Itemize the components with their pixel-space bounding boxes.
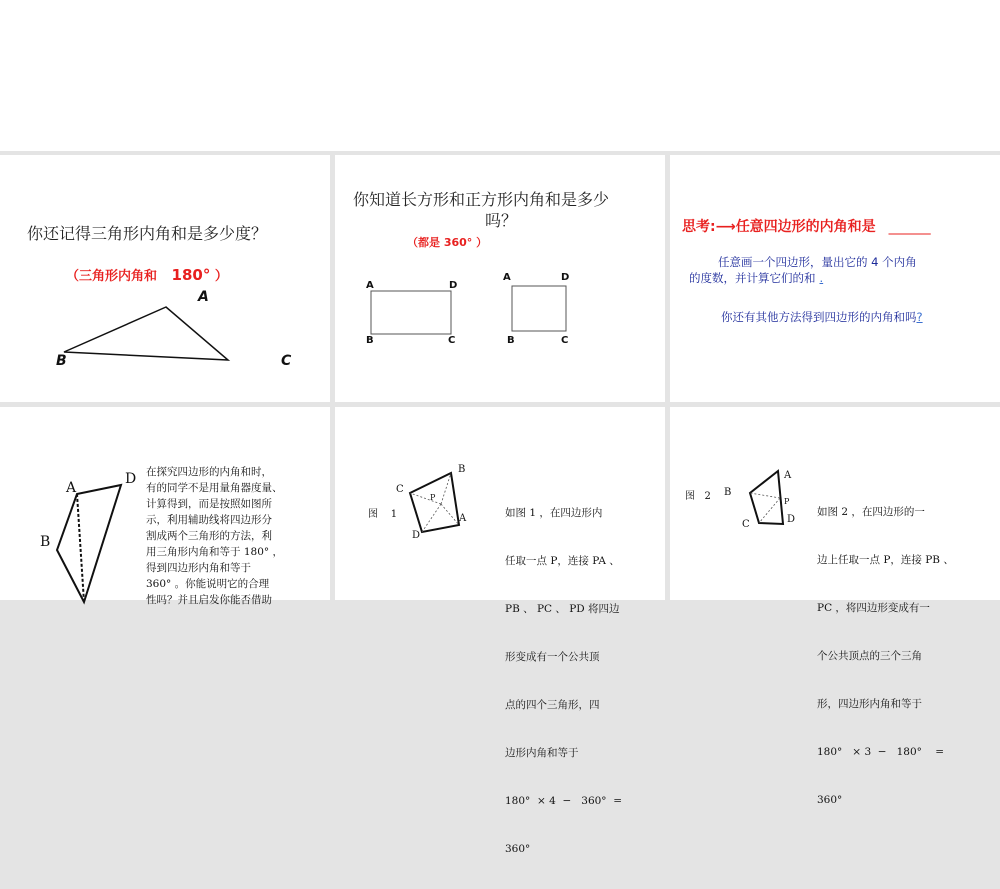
square-vertex-a: A xyxy=(503,272,511,283)
other-methods-end: ? xyxy=(916,310,923,324)
para-line: 360° 。你能说明它的合理 xyxy=(146,578,270,590)
triangle-vertex-a: A xyxy=(198,289,209,305)
quad-vertex-b: B xyxy=(40,534,51,550)
para-line: PC ，将四边形变成有一 xyxy=(817,602,930,614)
slide1-answer-prefix: （三角形内角和 xyxy=(66,269,158,284)
para-line: 个公共顶点的三个三角 xyxy=(817,650,922,662)
slide-thumbnail-5[interactable] xyxy=(335,407,665,855)
fig1-vertex-b: B xyxy=(458,464,466,475)
slide-thumbnail-1[interactable] xyxy=(0,155,330,402)
think-blank: ______ xyxy=(888,219,931,235)
think-label: 思考: xyxy=(682,219,716,235)
fig1-point-p: P xyxy=(430,493,436,502)
para-line: 180° × 4 − 360° = xyxy=(505,795,623,807)
slide3-task-line1: 任意画一个四边形，量出它的 4 个内角 xyxy=(718,255,917,269)
slide1-answer-suffix: ） xyxy=(214,269,228,284)
para-line: 如图 1 ，在四边形内 xyxy=(505,507,603,519)
quad-vertex-a: A xyxy=(66,480,77,496)
para-line: 360° xyxy=(817,794,843,806)
slide2-question-line1: 你知道长方形和正方形内角和是多少 xyxy=(353,190,610,209)
para-line: 割成两个三角形的方法，利 xyxy=(146,530,272,542)
task-line2-text: 的度数，并计算它们的和 xyxy=(689,271,816,285)
triangle-vertex-c: C xyxy=(281,353,292,369)
slide4-paragraph xyxy=(146,464,321,608)
square-vertex-d: D xyxy=(561,272,570,283)
fig1-vertex-a: A xyxy=(459,513,467,524)
fig2-vertex-b: B xyxy=(724,487,732,498)
slide-thumbnail-6[interactable] xyxy=(670,407,1000,806)
slide1-answer-value: 180° xyxy=(171,266,211,284)
para-line: 点的四个三角形，四 xyxy=(505,699,600,711)
para-line: 形，四边形内角和等于 xyxy=(817,698,922,710)
slide2-question-line2: 吗？ xyxy=(485,211,518,230)
para-line: 得到四边形内角和等于 xyxy=(146,562,251,574)
para-line: 计算得到，而是按照如图所 xyxy=(146,498,272,510)
para-line: 性吗？并且启发你能否借助 xyxy=(146,594,272,606)
para-line: 示，利用辅助线将四边形分 xyxy=(146,514,272,526)
rectangle-square-figure xyxy=(335,155,665,402)
rect-vertex-a: A xyxy=(366,280,374,291)
think-text: 任意四边形的内角和是 xyxy=(735,219,876,235)
slide-thumbnail-4[interactable] xyxy=(0,407,330,606)
para-line: 180° × 3 − 180° = xyxy=(817,746,945,758)
triangle-vertex-b: B xyxy=(56,353,67,369)
slide2-answer: （都是 360° ） xyxy=(407,236,488,249)
task-line2-end: . xyxy=(819,271,824,285)
slide3-other-methods xyxy=(721,309,923,325)
slide5-paragraph xyxy=(505,473,655,889)
other-methods-text: 你还有其他方法得到四边形的内角和吗 xyxy=(721,310,917,324)
para-line: 边上任取一点 P，连接 PB 、 xyxy=(817,554,954,566)
para-line: 360° xyxy=(505,843,531,855)
para-line: 在探究四边形的内角和时， xyxy=(146,466,272,478)
slide-thumbnail-2[interactable] xyxy=(335,155,665,402)
slide3-think-line xyxy=(682,216,931,236)
fig2-vertex-d: D xyxy=(787,514,796,525)
slide3-task-line2 xyxy=(689,270,823,286)
para-line: 形变成有一个公共顶 xyxy=(505,651,600,663)
slide-thumbnail-3[interactable] xyxy=(670,155,1000,402)
arrow-icon: ⟶ xyxy=(715,219,736,235)
fig2-label: 图 2 xyxy=(685,491,711,502)
para-line: 如图 2 ，在四边形的一 xyxy=(817,506,925,518)
para-line: 边形内角和等于 xyxy=(505,747,579,759)
fig2-vertex-a: A xyxy=(784,470,792,481)
quad-vertex-d: D xyxy=(125,471,137,487)
square-vertex-b: B xyxy=(507,335,515,346)
fig1-vertex-d: D xyxy=(412,530,421,541)
slide1-question: 你还记得三角形内角和是多少度？ xyxy=(27,224,268,243)
para-line: 任取一点 P，连接 PA 、 xyxy=(505,555,620,567)
rect-vertex-b: B xyxy=(366,335,374,346)
fig2-vertex-c: C xyxy=(742,519,750,530)
para-line: 有的同学不是用量角器度量、 xyxy=(146,482,283,494)
fig2-point-p: P xyxy=(784,497,790,506)
para-line: PB 、 PC 、 PD 将四边 xyxy=(505,603,620,615)
fig1-vertex-c: C xyxy=(396,484,404,495)
fig1-label: 图 1 xyxy=(368,509,398,520)
slide6-paragraph xyxy=(817,472,992,840)
top-blank-area xyxy=(0,0,1000,151)
para-line: 用三角形内角和等于 180° ， xyxy=(146,546,283,558)
rect-vertex-d: D xyxy=(449,280,458,291)
rect-vertex-c: C xyxy=(448,335,456,346)
square-vertex-c: C xyxy=(561,335,569,346)
